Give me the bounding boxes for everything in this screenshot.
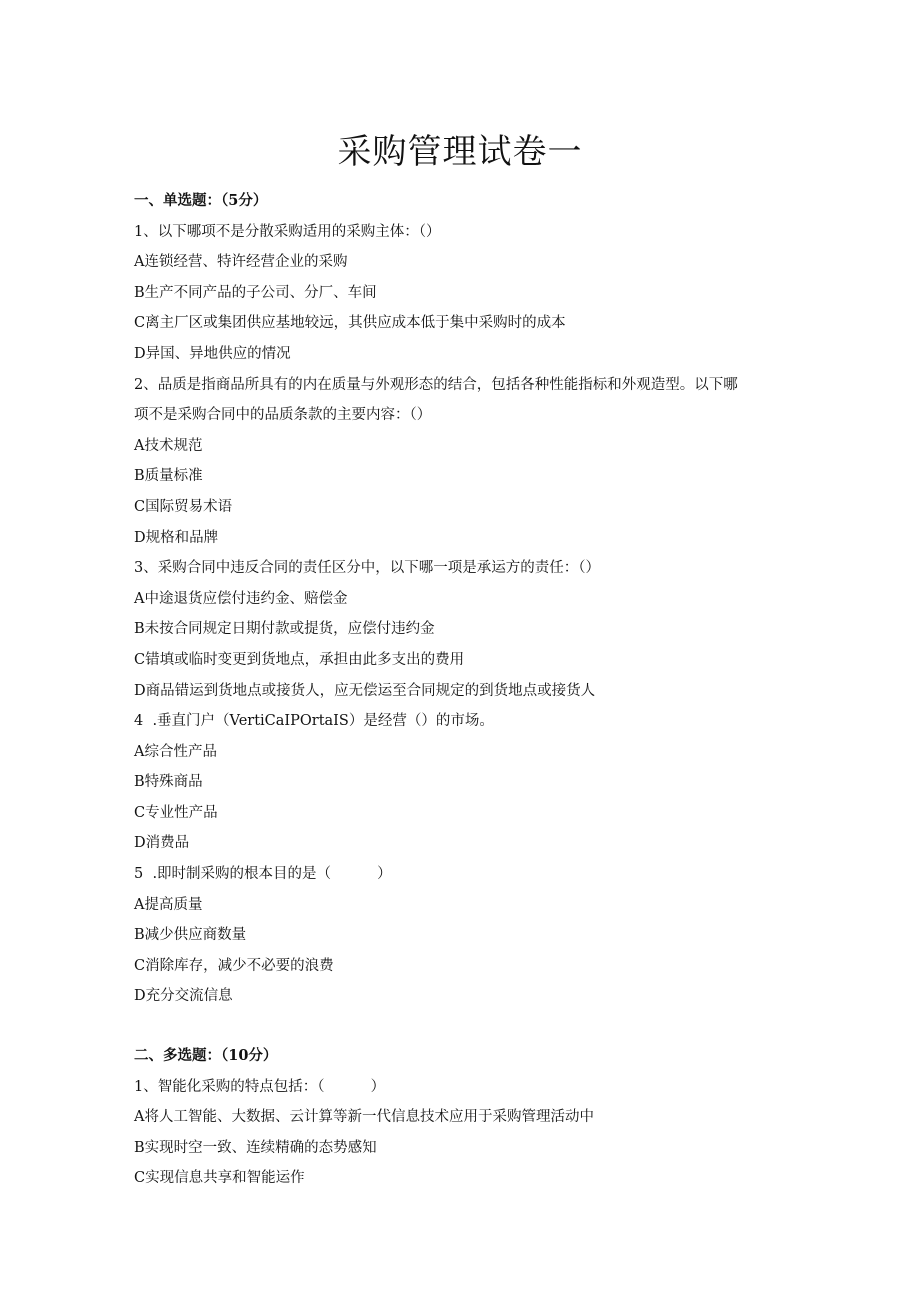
option-c: C实现信息共享和智能运作 <box>134 1170 305 1187</box>
option-c: C消除库存，减少不必要的浪费 <box>134 957 334 974</box>
option-b: B特殊商品 <box>134 774 203 791</box>
option-b: B减少供应商数量 <box>134 927 247 944</box>
question-text-continued: 项不是采购合同中的品质条款的主要内容：（） <box>134 407 432 424</box>
option-d: D异国、异地供应的情况 <box>134 345 291 362</box>
option-c: C专业性产品 <box>134 804 218 821</box>
option-d: D商品错运到货地点或接货人，应无偿运至合同规定的到货地点或接货人 <box>134 682 596 699</box>
section-gap <box>134 1012 794 1041</box>
question-text: 1、智能化采购的特点包括：（ ） <box>134 1078 386 1095</box>
option-b: B未按合同规定日期付款或提货，应偿付违约金 <box>134 621 435 638</box>
option-a: A综合性产品 <box>134 743 217 760</box>
option-b: B质量标准 <box>134 468 203 485</box>
option-c: C离主厂区或集团供应基地较远，其供应成本低于集中采购时的成本 <box>134 315 566 332</box>
exam-content <box>134 186 794 1194</box>
option-d: D充分交流信息 <box>134 988 233 1005</box>
option-c: C国际贸易术语 <box>134 498 233 515</box>
section-heading-multiple-choice: 二、多选题：（10分） <box>134 1047 278 1065</box>
option-d: D规格和品牌 <box>134 529 219 546</box>
question-text: 1、以下哪项不是分散采购适用的采购主体：（） <box>134 223 441 240</box>
section-heading-single-choice: 一、单选题：（5分） <box>134 192 268 209</box>
question-text: 5 .即时制采购的根本目的是（ ） <box>134 866 392 883</box>
option-a: A技术规范 <box>134 437 203 454</box>
question-text: 2、品质是指商品所具有的内在质量与外观形态的结合，包括各种性能指标和外观造型。以下哪 <box>134 376 738 393</box>
option-b: B生产不同产品的子公司、分厂、车间 <box>134 284 377 301</box>
option-a: A将人工智能、大数据、云计算等新一代信息技术应用于采购管理活动中 <box>134 1109 594 1126</box>
question-text: 3、采购合同中违反合同的责任区分中，以下哪一项是承运方的责任：（） <box>134 560 600 577</box>
option-b: B实现时空一致、连续精确的态势感知 <box>134 1139 377 1156</box>
option-a: A提高质量 <box>134 896 203 913</box>
option-d: D消费品 <box>134 835 190 852</box>
exam-title: 采购管理试卷一 <box>337 132 583 172</box>
question-text: 4 .垂直门户（VertiCaIPOrtaIS）是经营（）的市场。 <box>134 713 494 730</box>
option-a: A中途退货应偿付违约金、赔偿金 <box>134 590 348 607</box>
option-c: C错填或临时变更到货地点，承担由此多支出的费用 <box>134 651 465 668</box>
option-a: A连锁经营、特许经营企业的采购 <box>134 254 348 271</box>
